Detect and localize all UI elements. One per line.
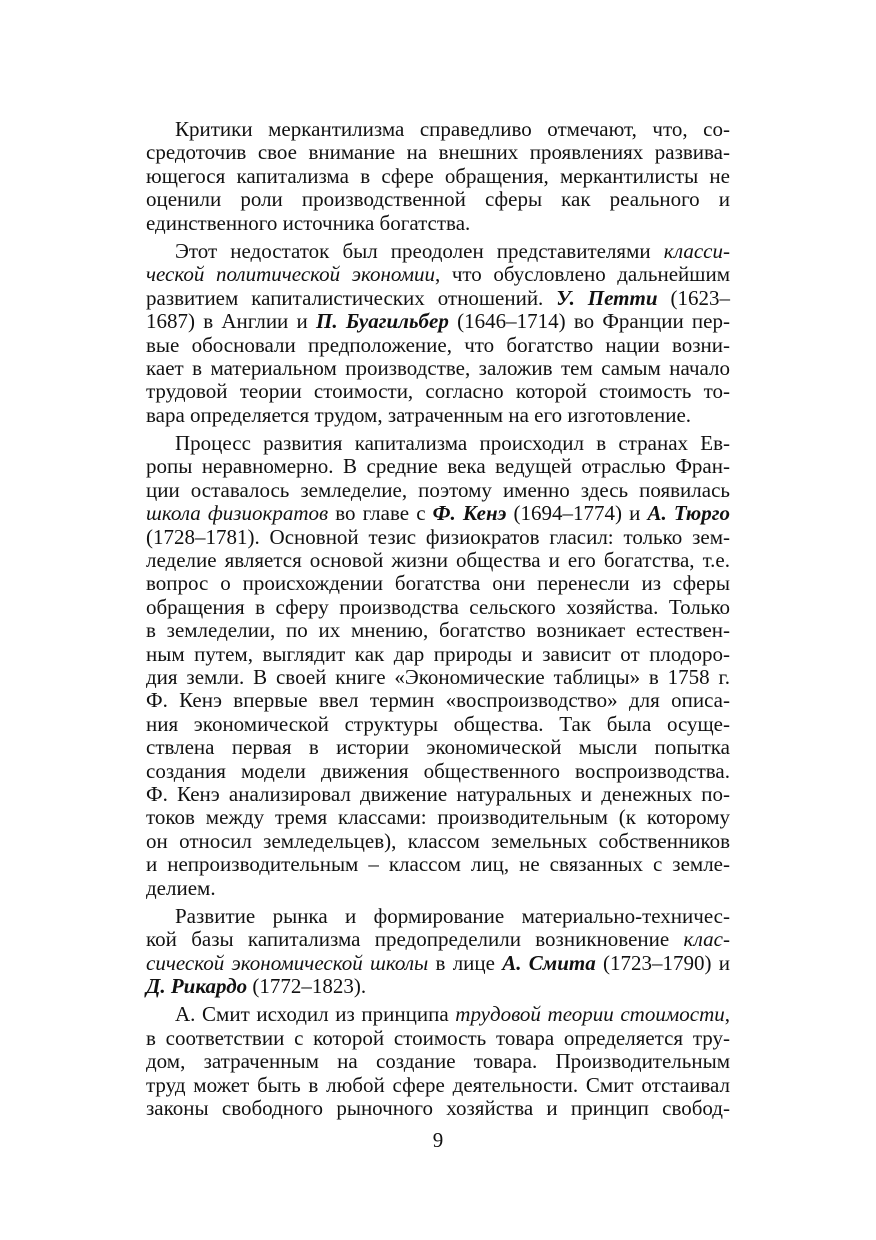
text-run: ным путем, выглядит как дар природы и зависит от плодоро- (146, 641, 730, 666)
text-run: вопрос о происхождении богатства они перенесли из сферы (146, 571, 730, 596)
text-line (146, 952, 730, 975)
text-run: средоточив свое внимание на внешних проявлениях развива- (146, 140, 730, 165)
author-name: А. Смита (502, 950, 596, 975)
text-line (146, 1074, 730, 1097)
text-line (146, 455, 730, 478)
text-line (146, 549, 730, 572)
author-name: Ф. Кенэ (432, 501, 507, 526)
text-run: в соответствии с которой стоимость товара определяется тру- (146, 1025, 730, 1050)
text-run: , (724, 1002, 730, 1027)
text-line (146, 975, 730, 998)
text-line (146, 188, 730, 211)
text-line (146, 502, 730, 525)
text-run: законы свободного рыночного хозяйства и принцип свобод- (146, 1096, 730, 1121)
text-run: Ф. Кенэ впервые ввел термин «воспроизводство» для описа- (146, 688, 730, 713)
text-line (146, 877, 730, 900)
text-run: он относил земледельцев), классом земельных собственников (146, 828, 730, 853)
text-run: труд может быть в любой сфере деятельности. Смит отстаивал (146, 1072, 730, 1097)
text-line (146, 853, 730, 876)
text-line (146, 240, 730, 263)
paragraph (146, 1003, 730, 1120)
text-line (146, 596, 730, 619)
emphasized-term: школа физиократов (146, 501, 329, 526)
text-run: кает в материальном производстве, заложив тем самым начало (146, 355, 730, 380)
text-line (146, 357, 730, 380)
text-run: дия земли. В своей книге «Экономические таблицы» в 1758 г. (146, 664, 730, 689)
text-run: кой базы капитализма предопределили возникновение (146, 927, 684, 952)
text-run: Критики меркантилизма справедливо отмечают, что, со- (175, 117, 730, 141)
text-line (146, 928, 730, 951)
text-line (146, 830, 730, 853)
emphasized-term: клас- (683, 927, 730, 952)
emphasized-term: ческой политической экономии (146, 262, 436, 287)
body-text (146, 118, 730, 1120)
text-line (146, 572, 730, 595)
text-line (146, 736, 730, 759)
text-run: Этот недостаток был преодолен представителями (175, 238, 664, 263)
paragraph (146, 240, 730, 427)
text-line (146, 689, 730, 712)
text-run: (1723–1790) и (595, 950, 730, 975)
text-line (146, 404, 730, 427)
text-run: (1623– (657, 285, 730, 310)
text-line (146, 287, 730, 310)
text-line (146, 310, 730, 333)
page-number: 9 (432, 1128, 444, 1152)
text-run: ствлена первая в истории экономической мысли попытка (146, 735, 730, 760)
text-line (146, 1003, 730, 1026)
text-run: Процесс развития капитализма происходил в странах Ев- (175, 431, 730, 456)
paragraph (146, 905, 730, 999)
text-line (146, 526, 730, 549)
text-run: леделие является основой жизни общества и его богатства, т.е. (146, 548, 730, 573)
text-line (146, 212, 730, 235)
text-run: (1646–1714) во Франции пер- (448, 309, 730, 334)
text-run: вые обосновали предположение, что богатство нации возни- (146, 332, 730, 357)
text-run: ния экономической структуры общества. Так была осуще- (146, 711, 730, 736)
text-run: (1772–1823). (247, 974, 367, 999)
text-line (146, 1097, 730, 1120)
text-run: ции оставалось земледелие, поэтому именно здесь появилась (146, 477, 730, 502)
paragraph (146, 432, 730, 900)
text-line (146, 118, 730, 141)
text-line (146, 165, 730, 188)
text-run: обращения в сферу производства сельского хозяйства. Только (146, 594, 730, 619)
text-run: единственного источника богатства. (146, 210, 471, 235)
author-name: У. Петти (556, 285, 658, 310)
text-run: дом, затраченным на создание товара. Производительным (146, 1049, 730, 1074)
text-run: , что обусловлено дальнейшим (435, 262, 730, 287)
text-line (146, 380, 730, 403)
text-run: и непроизводительным – классом лиц, не связанных с земле- (146, 852, 730, 877)
text-line (146, 643, 730, 666)
text-line (146, 334, 730, 357)
text-line (146, 1050, 730, 1073)
text-line (146, 666, 730, 689)
text-line (146, 479, 730, 502)
text-line (146, 806, 730, 829)
paragraph (146, 118, 730, 235)
text-line (146, 1027, 730, 1050)
emphasized-term: трудовой теории стоимости (455, 1002, 725, 1027)
text-run: вара определяется трудом, затраченным на его изготовление. (146, 402, 692, 427)
text-run: токов между тремя классами: производительным (к которому (146, 805, 730, 830)
text-line (146, 619, 730, 642)
text-line (146, 263, 730, 286)
emphasized-term: класси- (663, 238, 730, 263)
emphasized-term: сической экономической школы (146, 950, 429, 975)
text-run: делием. (146, 875, 216, 900)
text-line (146, 760, 730, 783)
text-run: ропы неравномерно. В средние века ведущей отраслью Фран- (146, 454, 730, 479)
text-run: (1694–1774) и (506, 501, 648, 526)
author-name: Д. Рикардо (146, 974, 248, 999)
text-run: Ф. Кенэ анализировал движение натуральных и денежных по- (146, 781, 730, 806)
text-run: во главе с (328, 501, 433, 526)
text-line (146, 905, 730, 928)
text-run: Развитие рынка и формирование материально-техничес- (175, 903, 730, 928)
text-run: (1728–1781). Основной тезис физиократов гласил: только зем- (146, 524, 730, 549)
text-run: в лице (428, 950, 503, 975)
text-run: 1687) в Англии и (146, 309, 317, 334)
text-run: развитием капиталистических отношений. (146, 285, 557, 310)
author-name: А. Тюрго (647, 501, 730, 526)
text-line (146, 432, 730, 455)
text-run: трудовой теории стоимости, согласно которой стоимость то- (146, 379, 730, 404)
text-line (146, 783, 730, 806)
text-run: оценили роли производственной сферы как реального и (146, 187, 730, 212)
text-run: А. Смит исходил из принципа (175, 1002, 456, 1027)
text-run: создания модели движения общественного воспроизводства. (146, 758, 730, 783)
author-name: П. Буагильбер (316, 309, 449, 334)
text-line (146, 713, 730, 736)
text-run: в земледелии, по их мнению, богатство возникает естествен- (146, 618, 730, 643)
text-line (146, 141, 730, 164)
text-run: ющегося капитализма в сфере обращения, меркантилисты не (146, 163, 730, 188)
